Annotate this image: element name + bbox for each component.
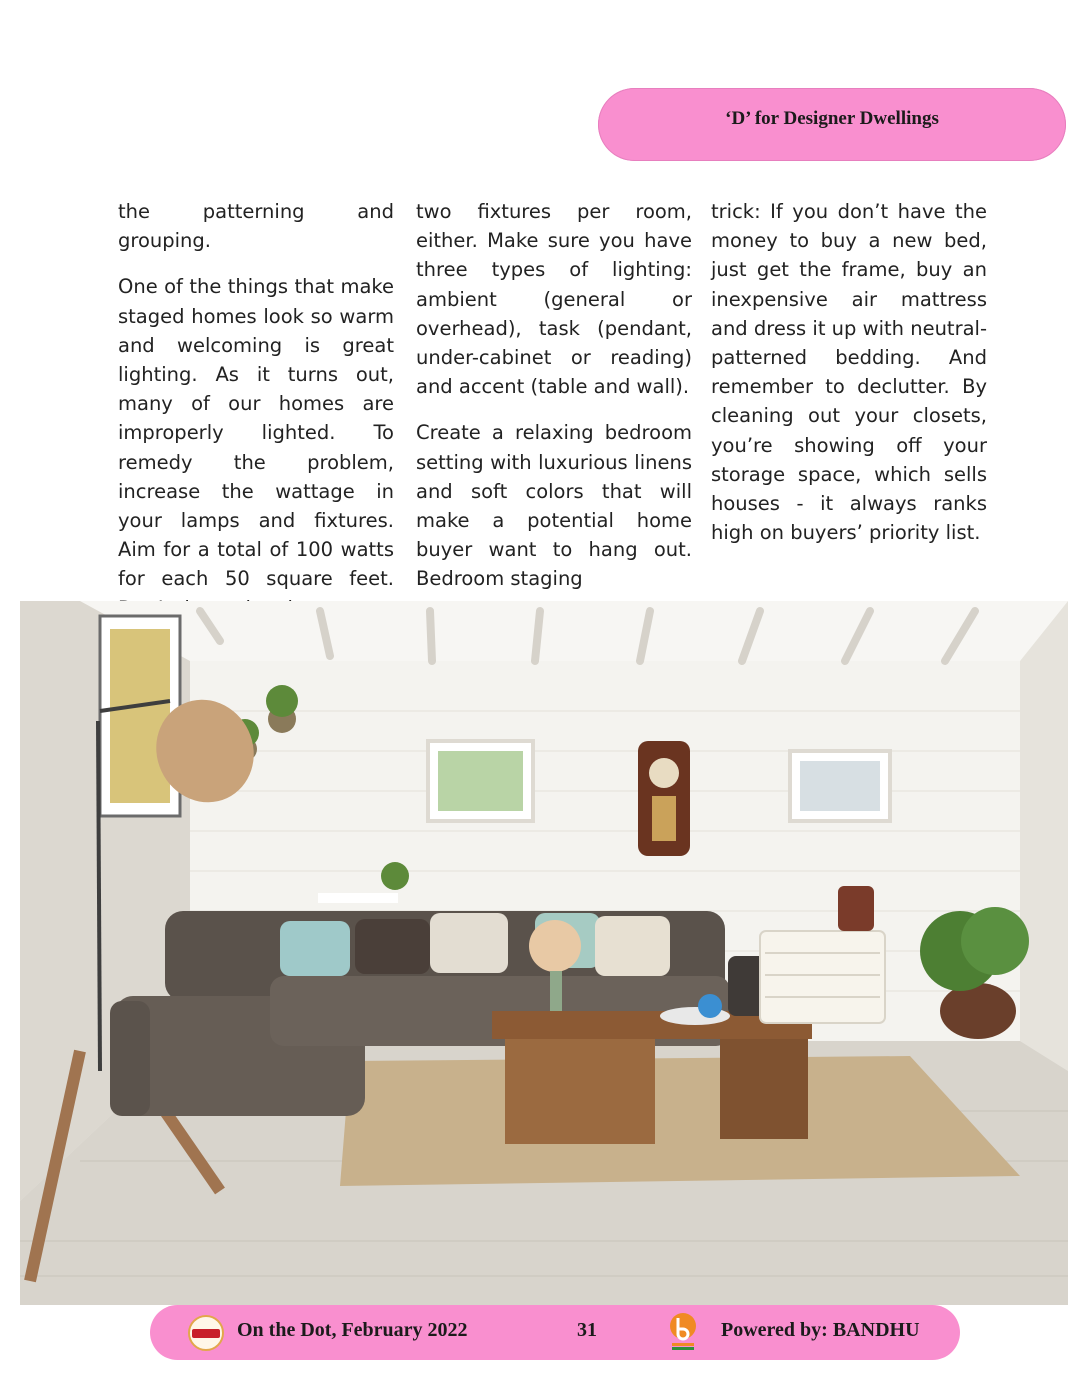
header-banner [598,88,1066,161]
paragraph: the patterning and grouping. [118,200,394,253]
section-title: ‘D’ for Designer Dwellings [725,108,939,129]
paragraph: Create a relaxing bedroom setting with luxurious linens and soft colors that will make a potential home buyer want to hang out. Bedroom staging [416,421,692,591]
on-the-dot-logo-icon [188,1315,224,1351]
text-column-3 [711,197,987,564]
footer-banner [150,1305,960,1360]
bandhu-logo-icon [666,1311,700,1355]
text-column-2 [416,197,692,611]
paragraph: two fixtures per room, either. Make sure you have three types of lighting: ambient (general or overhead), task (pendant, under-cabinet or reading) and accent (table and wall). [416,200,692,399]
text-column-1 [118,197,394,640]
paragraph: trick: If you don’t have the money to buy a new bed, just get the frame, buy an inexpensive air mattress and dress it up with neutral-patterned bedding. And remember to declutter. By cleaning out your closets, you’re showing off your storage space, which sells houses - it always ranks high on buyers’ priority list. [711,200,987,545]
living-room-photo [20,601,1068,1305]
issue-label: On the Dot, February 2022 [237,1319,468,1341]
paragraph: One of the things that make staged homes look so warm and welcoming is great lighting. As it turns out, many of our homes are improperly lighted. To remedy the problem, increase the wattage in your lamps and fixtures. Aim for a total of 100 watts for each 50 square feet. [118,275,394,591]
powered-by-label: Powered by: BANDHU [721,1319,920,1341]
page-number: 31 [577,1319,597,1341]
